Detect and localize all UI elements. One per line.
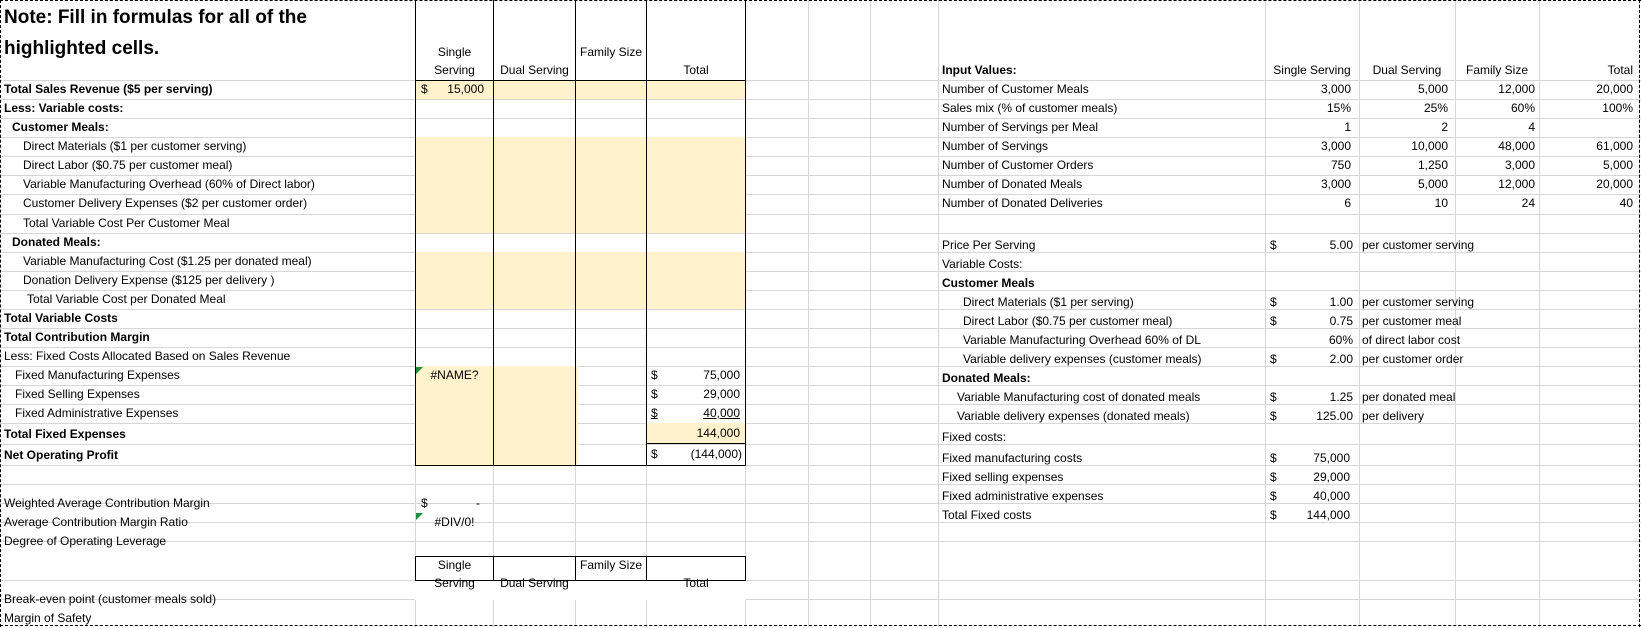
input-cell[interactable]: 24: [1521, 196, 1535, 210]
dl-value[interactable]: 0.75: [1329, 314, 1353, 328]
input-cell[interactable]: [1539, 118, 1633, 137]
vdd-label[interactable]: Variable delivery expenses (donated meals): [957, 409, 1190, 423]
page-break-bottom: [0, 625, 1641, 626]
row-label[interactable]: Direct Labor ($0.75 per customer meal): [23, 158, 233, 172]
dl-dollar[interactable]: $: [1270, 314, 1277, 328]
input-cell[interactable]: 61,000: [1596, 139, 1633, 153]
header-family[interactable]: Family Size: [579, 45, 642, 59]
fixed-mfg-value[interactable]: 75,000: [703, 368, 740, 382]
input-cell[interactable]: 12,000: [1498, 177, 1535, 191]
wacm-value[interactable]: -: [476, 496, 480, 510]
row-label[interactable]: Total Variable Costs: [4, 311, 118, 325]
row-label[interactable]: Donation Delivery Expense ($125 per delivery ): [23, 273, 275, 287]
row-label[interactable]: Variable Manufacturing Overhead (60% of Direct labor): [23, 177, 315, 191]
input-row-label[interactable]: Number of Customer Meals: [942, 82, 1089, 96]
fixed-admin-value[interactable]: 40,000: [703, 406, 740, 420]
input-title[interactable]: Input Values:: [942, 63, 1017, 77]
input-row-label[interactable]: Number of Donated Deliveries: [942, 196, 1103, 210]
fmc-label[interactable]: Fixed manufacturing costs: [942, 451, 1083, 465]
row-label[interactable]: Total Variable Cost Per Customer Meal: [23, 216, 230, 230]
row-label[interactable]: Total Sales Revenue ($5 per serving): [4, 82, 213, 96]
fmc-value[interactable]: 75,000: [1313, 451, 1350, 465]
input-row-label[interactable]: Number of Customer Orders: [942, 158, 1094, 172]
row-label[interactable]: Total Contribution Margin: [4, 330, 150, 344]
input-cell[interactable]: 15%: [1326, 101, 1351, 115]
voh-unit[interactable]: of direct labor cost: [1362, 333, 1461, 347]
vdd-dollar[interactable]: $: [1270, 409, 1277, 423]
tfc-label[interactable]: Total Fixed costs: [942, 508, 1032, 522]
donated-meals-label[interactable]: Donated Meals:: [942, 371, 1031, 385]
voh-value[interactable]: 60%: [1328, 333, 1353, 347]
input-cell[interactable]: 5,000: [1417, 82, 1448, 96]
vdd-unit[interactable]: per delivery: [1362, 409, 1425, 423]
fse-dollar[interactable]: $: [1270, 470, 1277, 484]
page-break-right: [1639, 0, 1640, 627]
input-header-total[interactable]: Total: [1607, 63, 1633, 77]
dm-unit[interactable]: per customer serving: [1362, 295, 1475, 309]
breakeven-label[interactable]: Break-even point (customer meals sold): [4, 592, 217, 606]
row-label[interactable]: Less: Fixed Costs Allocated Based on Sales Revenue: [4, 349, 291, 363]
div-error-cell[interactable]: #DIV/0!: [434, 515, 475, 529]
row-label[interactable]: Fixed Selling Expenses: [15, 387, 140, 401]
input-cell[interactable]: 750: [1330, 158, 1351, 172]
input-header-dual[interactable]: Dual Serving: [1372, 63, 1442, 77]
input-header-single[interactable]: Single Serving: [1273, 63, 1351, 77]
dm-label[interactable]: Direct Materials ($1 per serving): [963, 295, 1134, 309]
net-op-value[interactable]: (144,000): [690, 447, 742, 461]
input-cell[interactable]: 2: [1441, 120, 1448, 134]
vde-value[interactable]: 2.00: [1329, 352, 1353, 366]
dm-dollar[interactable]: $: [1270, 295, 1277, 309]
input-cell[interactable]: 100%: [1602, 101, 1633, 115]
tfc-dollar[interactable]: $: [1270, 508, 1277, 522]
vde-unit[interactable]: per customer order: [1362, 352, 1464, 366]
input-cell[interactable]: 4: [1528, 120, 1535, 134]
header-dual[interactable]: Dual Serving: [500, 63, 569, 77]
row-label[interactable]: Total Variable Cost per Donated Meal: [27, 292, 226, 306]
input-cell[interactable]: 10: [1434, 196, 1448, 210]
input-cell[interactable]: 12,000: [1498, 82, 1535, 96]
price-dollar[interactable]: $: [1270, 238, 1277, 252]
fae-dollar[interactable]: $: [1270, 489, 1277, 503]
input-row-label[interactable]: Number of Servings: [942, 139, 1049, 153]
fixed-sell-value[interactable]: 29,000: [703, 387, 740, 401]
be-header-dual[interactable]: Dual Serving: [500, 576, 569, 590]
fixed-sell-dollar[interactable]: $: [651, 387, 658, 401]
price-label[interactable]: Price Per Serving: [942, 238, 1036, 252]
fae-value[interactable]: 40,000: [1313, 489, 1350, 503]
input-cell[interactable]: 25%: [1423, 101, 1448, 115]
vmc-dollar[interactable]: $: [1270, 390, 1277, 404]
row-label[interactable]: Less: Variable costs:: [4, 101, 124, 115]
input-cell[interactable]: 5,000: [1602, 158, 1633, 172]
input-cell[interactable]: 20,000: [1596, 82, 1633, 96]
wacm-dollar[interactable]: $: [421, 496, 428, 510]
sales-single-dollar[interactable]: $: [421, 82, 428, 96]
vmc-label[interactable]: Variable Manufacturing cost of donated meals: [957, 390, 1201, 404]
page-break-top: [0, 0, 1641, 1]
input-cell[interactable]: 40: [1619, 196, 1633, 210]
be-header-family[interactable]: Family Size: [579, 558, 642, 572]
net-op-dollar[interactable]: $: [651, 447, 658, 461]
tfc-value[interactable]: 144,000: [1306, 508, 1350, 522]
input-cell[interactable]: 3,000: [1320, 82, 1351, 96]
row-label[interactable]: Variable Manufacturing Cost ($1.25 per donated meal): [23, 254, 312, 268]
fixed-mfg-dollar[interactable]: $: [651, 368, 658, 382]
input-cell[interactable]: 3,000: [1320, 177, 1351, 191]
row-label[interactable]: Fixed Administrative Expenses: [15, 406, 179, 420]
note-text[interactable]: Note: Fill in formulas for all of the highlighted cells.: [4, 7, 307, 59]
vde-label[interactable]: Variable delivery expenses (customer meals): [963, 352, 1202, 366]
dl-label[interactable]: Direct Labor ($0.75 per customer meal): [963, 314, 1173, 328]
vmc-unit[interactable]: per donated meal: [1362, 390, 1456, 404]
dl-unit[interactable]: per customer meal: [1362, 314, 1462, 328]
fse-label[interactable]: Fixed selling expenses: [942, 470, 1064, 484]
vmc-value[interactable]: 1.25: [1329, 390, 1353, 404]
be-header-total[interactable]: Total: [683, 576, 709, 590]
input-header-family[interactable]: Family Size: [1465, 63, 1528, 77]
header-total[interactable]: Total: [683, 63, 709, 77]
voh-label[interactable]: Variable Manufacturing Overhead 60% of DL: [963, 333, 1201, 347]
fae-label[interactable]: Fixed administrative expenses: [942, 489, 1104, 503]
dol-label[interactable]: Degree of Operating Leverage: [4, 534, 167, 548]
input-cell[interactable]: 20,000: [1596, 177, 1633, 191]
acmr-label[interactable]: Average Contribution Margin Ratio: [4, 515, 188, 529]
input-cell[interactable]: 6: [1344, 196, 1351, 210]
fse-value[interactable]: 29,000: [1313, 470, 1350, 484]
customer-meals-label[interactable]: Customer Meals: [942, 276, 1035, 290]
mos-label[interactable]: Margin of Safety: [4, 611, 92, 625]
vde-dollar[interactable]: $: [1270, 352, 1277, 366]
input-row-label[interactable]: Number of Donated Meals: [942, 177, 1083, 191]
variable-costs-label[interactable]: Variable Costs:: [942, 257, 1023, 271]
total-fixed-value[interactable]: 144,000: [696, 426, 740, 440]
vdd-value[interactable]: 125.00: [1316, 409, 1353, 423]
page-break-left: [0, 0, 1, 627]
input-cell[interactable]: 3,000: [1504, 158, 1535, 172]
wacm-label[interactable]: Weighted Average Contribution Margin: [4, 496, 210, 510]
row-label[interactable]: Customer Meals:: [12, 120, 109, 134]
input-row-label[interactable]: Sales mix (% of customer meals): [942, 101, 1118, 115]
input-cell[interactable]: 48,000: [1498, 139, 1535, 153]
row-label[interactable]: Donated Meals:: [12, 235, 101, 249]
input-cell[interactable]: 60%: [1510, 101, 1535, 115]
fixed-costs-label[interactable]: Fixed costs:: [942, 430, 1007, 444]
sales-single-value[interactable]: 15,000: [447, 82, 484, 96]
fmc-dollar[interactable]: $: [1270, 451, 1277, 465]
price-unit[interactable]: per customer serving: [1362, 238, 1475, 252]
input-cell[interactable]: 1,250: [1417, 158, 1448, 172]
row-label[interactable]: Customer Delivery Expenses ($2 per customer order): [23, 196, 308, 210]
fixed-admin-dollar[interactable]: $: [651, 406, 658, 420]
row-label[interactable]: Direct Materials ($1 per customer serving): [23, 139, 247, 153]
input-cell[interactable]: 10,000: [1411, 139, 1448, 153]
input-cell[interactable]: 5,000: [1417, 177, 1448, 191]
name-error-cell[interactable]: #NAME?: [430, 368, 479, 382]
be-header-single[interactable]: Single Serving: [434, 558, 475, 590]
row-label[interactable]: Total Fixed Expenses: [4, 427, 126, 441]
row-label[interactable]: Fixed Manufacturing Expenses: [15, 368, 180, 382]
price-value[interactable]: 5.00: [1329, 238, 1353, 252]
row-label[interactable]: Net Operating Profit: [4, 448, 119, 462]
dm-value[interactable]: 1.00: [1329, 295, 1353, 309]
input-cell[interactable]: 1: [1344, 120, 1351, 134]
header-single[interactable]: Single Serving: [434, 45, 475, 77]
input-row-label[interactable]: Number of Servings per Meal: [942, 120, 1099, 134]
input-cell[interactable]: 3,000: [1320, 139, 1351, 153]
